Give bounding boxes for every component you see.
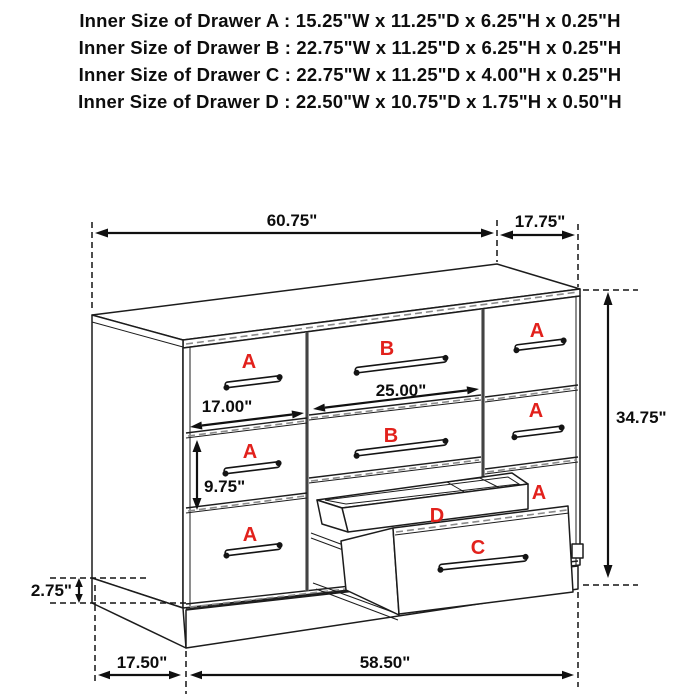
svg-text:9.75": 9.75" [204, 477, 246, 496]
drawer-size-line-b: Inner Size of Drawer B : 22.75"W x 11.25"D x 6.25"H x 0.25"H [78, 37, 622, 58]
dim-top-depth [500, 212, 575, 240]
drawer-label-right-top: A [529, 320, 545, 342]
drawer-label-tray: D [429, 505, 445, 527]
drawer-label-left-bottom: A [242, 524, 258, 546]
svg-text:60.75": 60.75" [266, 211, 318, 230]
drawer-label-pulled: C [470, 537, 486, 559]
svg-text:25.00": 25.00" [375, 381, 427, 400]
dim-base-height [31, 578, 83, 603]
dim-base-depth [98, 653, 181, 679]
drawer-label-right-bottom: A [531, 482, 547, 504]
drawer-size-line-a: Inner Size of Drawer A : 15.25"W x 11.25"D x 6.25"H x 0.25"H [79, 10, 621, 31]
svg-text:17.50": 17.50" [116, 653, 168, 672]
drawer-size-line-d: Inner Size of Drawer D : 22.50"W x 10.75"D x 1.75"H x 0.50"H [78, 91, 622, 112]
svg-text:34.75": 34.75" [616, 408, 667, 427]
svg-text:2.75": 2.75" [30, 581, 72, 600]
svg-text:17.75": 17.75" [514, 212, 566, 231]
side-rail-bracket [572, 544, 583, 558]
drawer-label-left-top: A [241, 351, 257, 373]
drawer-label-middle-top: B [379, 338, 395, 360]
svg-text:58.50": 58.50" [359, 653, 411, 672]
drawer-size-line-c: Inner Size of Drawer C : 22.75"W x 11.25"D x 4.00"H x 0.25"H [78, 64, 622, 85]
dim-top-width [95, 211, 494, 238]
drawer-label-middle-middle: B [383, 425, 399, 447]
cabinet-left-side [92, 315, 183, 608]
dim-overall-height [604, 292, 667, 578]
drawer-label-left-middle: A [242, 441, 258, 463]
svg-text:17.00": 17.00" [201, 397, 253, 416]
dim-base-width [190, 653, 574, 679]
drawer-label-right-middle: A [528, 400, 544, 422]
